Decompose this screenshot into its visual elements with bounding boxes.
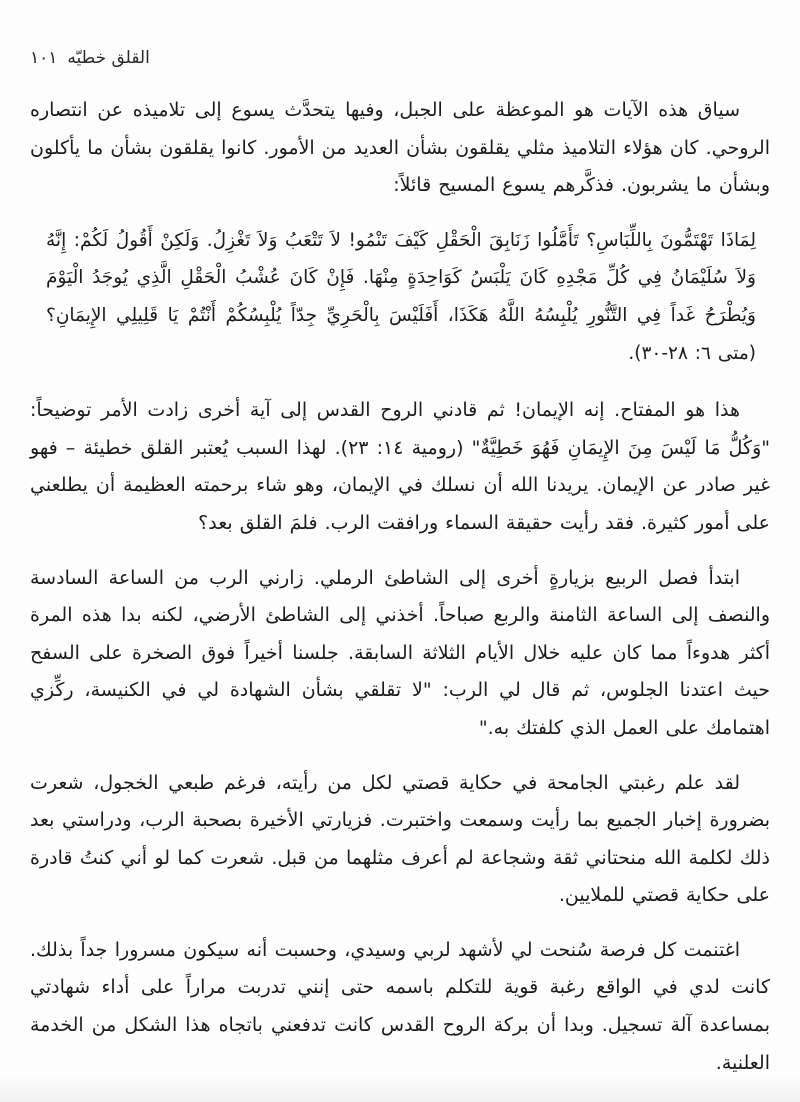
paragraph-context-sermon: سياق هذه الآيات هو الموعظة على الجبل، وفيها يتحدَّث يسوع إلى تلاميذه عن انتصاره الروحي. كان هؤلاء التلاميذ مثلي يقلقون بشأن العديد من الأمور. كانوا يقلقون بشأن ما يأكلون وبشأن ما يشربون. فذكَّرهم يسوع المسيح قائلاً: bbox=[30, 99, 770, 197]
paragraph-testimony-practice: اغتنمت كل فرصة سُنحت لي لأشهد لربي وسيدي، وحسبت أنه سيكون مسرورا جداً بذلك. كانت لدي في الواقع رغبة قوية للتكلم باسمه حتى إنني تدربت مراراً على أداء شهادتي بمساعدة آلة تسجيل. وبدا أن بركة الروح القدس كانت تدفعني باتجاه هذا الشكل من الخدمة العلنية. bbox=[30, 938, 770, 1074]
page-number: ١٠١ bbox=[30, 48, 58, 68]
chapter-title: القلق خطيّه bbox=[67, 48, 150, 68]
page-header bbox=[30, 0, 770, 68]
paragraph-desire-to-tell: لقد علم رغبتي الجامحة في حكاية قصتي لكل من رأيته، فرغم طبعي الخجول، شعرت بضرورة إخبار الجميع بما رأيت وسمعت واختبرت. فزيارتي الأخيرة بصحبة الرب، ودراستي بعد ذلك لكلمة الله منحتاني ثقة وشجاعة لم أعرف مثلهما من قبل. شعرت كما لو أني كنتُ قادرة على حكاية قصتي للملايين. bbox=[30, 771, 770, 907]
scripture-quote-matthew: لِمَاذَا تَهْتَمُّونَ بِاللِّبَاسِ؟ تَأَمَّلُوا زَنَابِقَ الْحَقْلِ كَيْفَ تَنْمُو! لاَ تَتْعَبُ وَلاَ تَغْزِلُ. وَلَكِنْ أَقُولُ لَكُمْ: إِنَّهُ وَلاَ سُلَيْمَانُ فِي كُلِّ مَجْدِهِ كَانَ يَلْبَسُ كَوَاحِدَةٍ مِنْهَا. فَإِنْ كَانَ عُشْبُ الْحَقْلِ الَّذِي يُوجَدُ الْيَوْمَ وَيُطْرَحُ غَداً فِي التَّنُّورِ يُلْبِسُهُ اللَّهُ هَكَذَا، أَفَلَيْسَ بِالْحَرِيِّ جِدّاً يُلْبِسُكُمْ أَنْتُمْ يَا قَلِيلِي الإِيمَانِ؟ (متى ٦: ٢٨-٣٠). bbox=[46, 229, 756, 364]
paragraph-spring-visit: ابتدأ فصل الربيع بزيارةٍ أخرى إلى الشاطئ الرملي. زارني الرب من الساعة السادسة والنصف إلى الساعة الثامنة والربع صباحاً. أخذني إلى الشاطئ الأرضي، لكنه بدا هذه المرة أكثر هدوءاً مما كان عليه خلال الأيام الثلاثة السابقة. جلسنا أخيراً فوق الصخرة على السفح حيث اعتدنا الجلوس، ثم قال لي الرب: "لا تقلقي بشأن الشهادة لي في الكنيسة، ركِّزي اهتمامك على العمل الذي كلفتك به." bbox=[30, 566, 770, 739]
paragraph-faith-key: هذا هو المفتاح. إنه الإيمان! ثم قادني الروح القدس إلى آية أخرى زادت الأمر توضيحاً: "وَكُلُّ مَا لَيْسَ مِنَ الإِيمَانِ فَهُوَ خَطِيَّةٌ" (رومية ١٤: ٢٣). لهذا السبب يُعتبر القلق خطيئة – فهو غير صادر عن الإيمان. يريدنا الله أن نسلك في الإيمان، وهو شاء برحمته العظيمة أن يطلعني على أمور كثيرة. فقد رأيت حقيقة السماء ورافقت الرب. فلمَ القلق بعد؟ bbox=[30, 399, 770, 534]
